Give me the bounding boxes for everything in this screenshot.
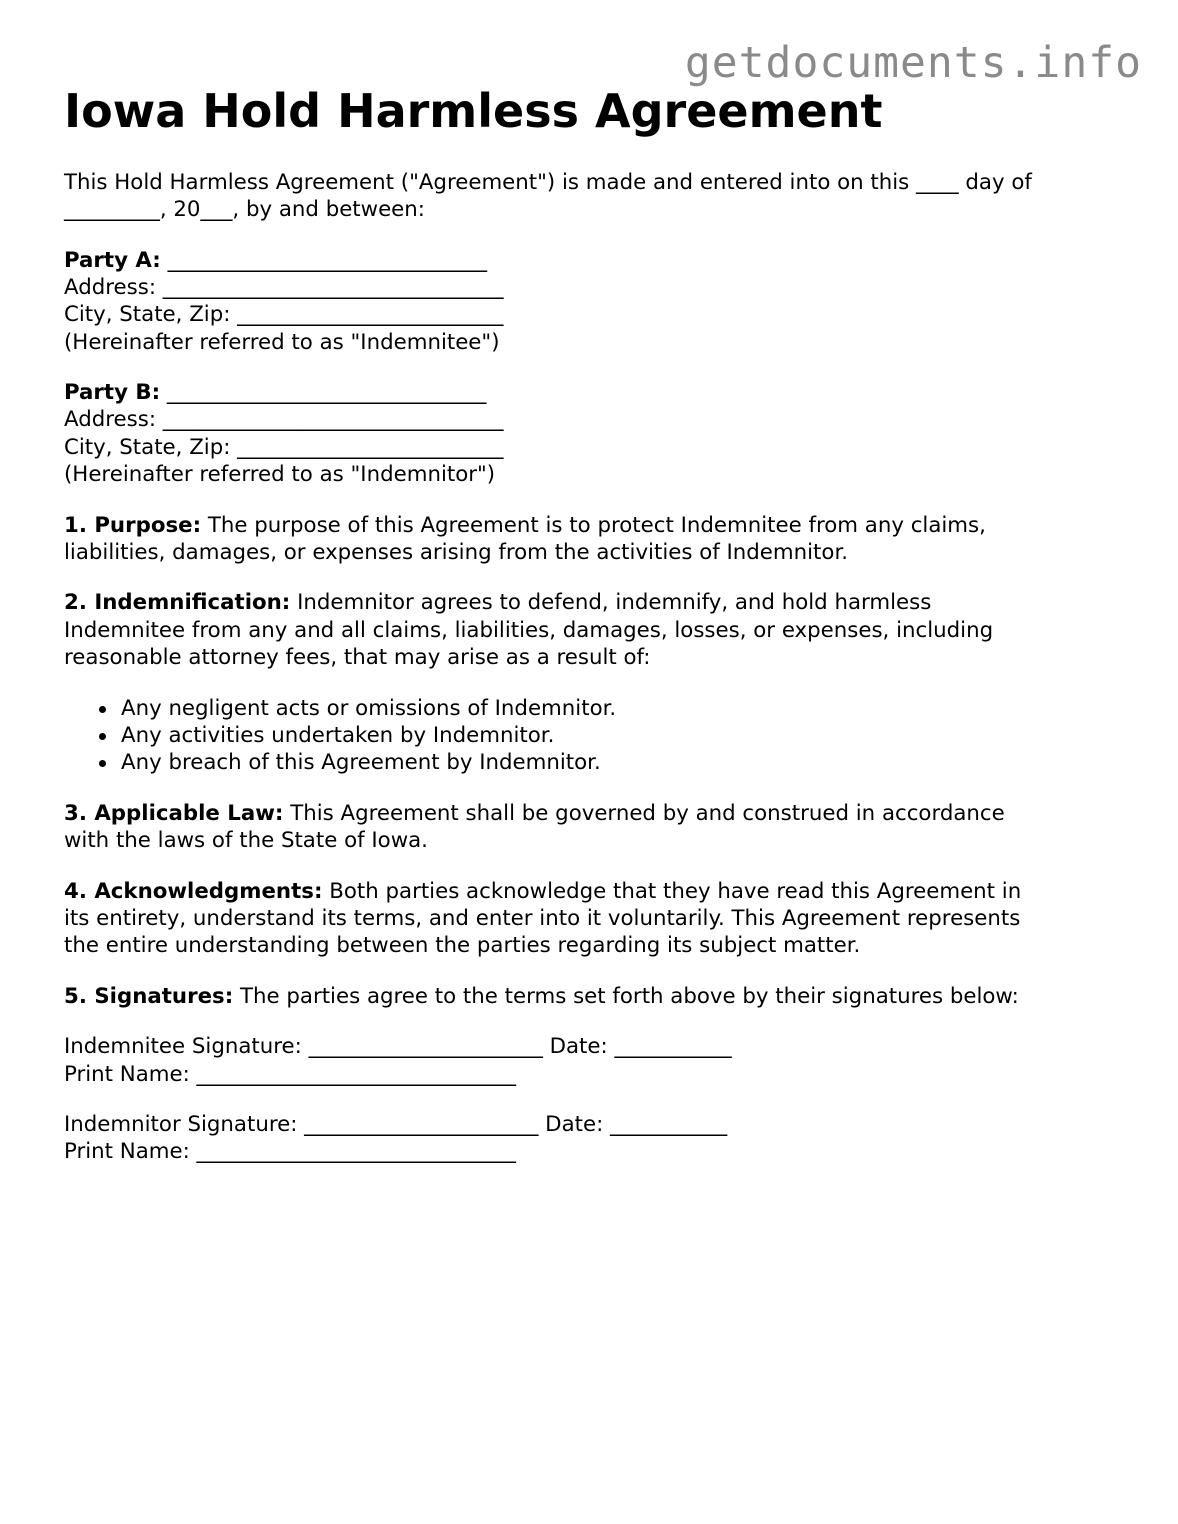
list-item: Any activities undertaken by Indemnitor. <box>99 722 1124 749</box>
watermark: getdocuments.info <box>684 38 1142 88</box>
indemnification-text-1: Indemnitor agrees to defend, indemnify, and hold harmless <box>290 590 932 616</box>
indemnitee-print-name-line: Print Name: ______________________________ <box>64 1061 516 1087</box>
purpose-line-2: liabilities, damages, or expenses arising from the activities of Indemnitor. <box>64 539 849 565</box>
purpose-text-1: The purpose of this Agreement is to protect Indemnitee from any claims, <box>201 512 986 538</box>
ack-line-3: the entire understanding between the parties regarding its subject matter. <box>64 932 861 958</box>
signatures-line-1 <box>64 983 1124 1010</box>
indemnitee-signature-line: Indemnitee Signature: ______________________ Date: ___________ <box>64 1034 732 1060</box>
party-b-label: Party B: <box>64 380 161 406</box>
indemnitor-print-name-line: Print Name: ______________________________ <box>64 1139 516 1165</box>
indemnification-list <box>64 695 1124 777</box>
party-b-block <box>64 379 1124 488</box>
indemnification-line-2: Indemnitee from any and all claims, liabilities, damages, losses, or expenses, including <box>64 617 994 643</box>
party-a-name-line <box>64 247 1124 274</box>
section-applicable-law <box>64 800 1124 854</box>
party-b-address: Address: ________________________________ <box>64 407 504 433</box>
law-text-1: This Agreement shall be governed by and construed in accordance <box>283 800 1005 826</box>
section-indemnification <box>64 589 1124 671</box>
section-signatures <box>64 983 1124 1010</box>
intro-line-1: This Hold Harmless Agreement ("Agreement") is made and entered into on this ____ day of <box>64 170 1032 195</box>
purpose-heading: 1. Purpose: <box>64 512 202 538</box>
party-a-address: Address: ________________________________ <box>64 275 504 301</box>
document-title: Iowa Hold Harmless Agreement <box>64 84 883 138</box>
party-a-city: City, State, Zip: _________________________ <box>64 302 504 328</box>
indemnification-heading: 2. Indemnification: <box>64 590 291 616</box>
law-line-1 <box>64 800 1124 827</box>
intro-line-2: _________, 20___, by and between: <box>64 197 425 223</box>
indemnification-line-1 <box>64 589 1124 616</box>
indemnitee-signature-block <box>64 1033 1124 1087</box>
purpose-line-1 <box>64 512 1124 539</box>
party-a-role: (Hereinafter referred to as "Indemnitee") <box>64 329 500 355</box>
party-a-label: Party A: <box>64 247 161 273</box>
party-b-city: City, State, Zip: _________________________ <box>64 434 504 460</box>
law-line-2: with the laws of the State of Iowa. <box>64 827 428 853</box>
intro-paragraph <box>64 169 1124 223</box>
indemnitor-signature-line: Indemnitor Signature: ______________________ Date: ___________ <box>64 1112 728 1138</box>
section-acknowledgments <box>64 878 1124 960</box>
party-a-block <box>64 247 1124 356</box>
ack-text-1: Both parties acknowledge that they have read this Agreement in <box>322 878 1022 904</box>
party-a-name-blank: ______________________________ <box>160 247 488 273</box>
party-b-role: (Hereinafter referred to as "Indemnitor") <box>64 461 496 487</box>
ack-heading: 4. Acknowledgments: <box>64 878 323 904</box>
document-body <box>64 169 1124 1189</box>
indemnification-line-3: reasonable attorney fees, that may arise as a result of: <box>64 644 651 670</box>
section-purpose <box>64 512 1124 566</box>
ack-line-2: its entirety, understand its terms, and enter into it voluntarily. This Agreement represents <box>64 905 1021 931</box>
law-heading: 3. Applicable Law: <box>64 800 284 826</box>
signatures-heading: 5. Signatures: <box>64 983 234 1009</box>
ack-line-1 <box>64 878 1124 905</box>
list-item: Any breach of this Agreement by Indemnitor. <box>99 749 1124 776</box>
indemnitor-signature-block <box>64 1111 1124 1165</box>
list-item: Any negligent acts or omissions of Indemnitor. <box>99 695 1124 722</box>
signatures-text-1: The parties agree to the terms set forth above by their signatures below: <box>233 983 1019 1009</box>
party-b-name-blank: ______________________________ <box>160 380 487 406</box>
party-b-name-line <box>64 379 1124 406</box>
